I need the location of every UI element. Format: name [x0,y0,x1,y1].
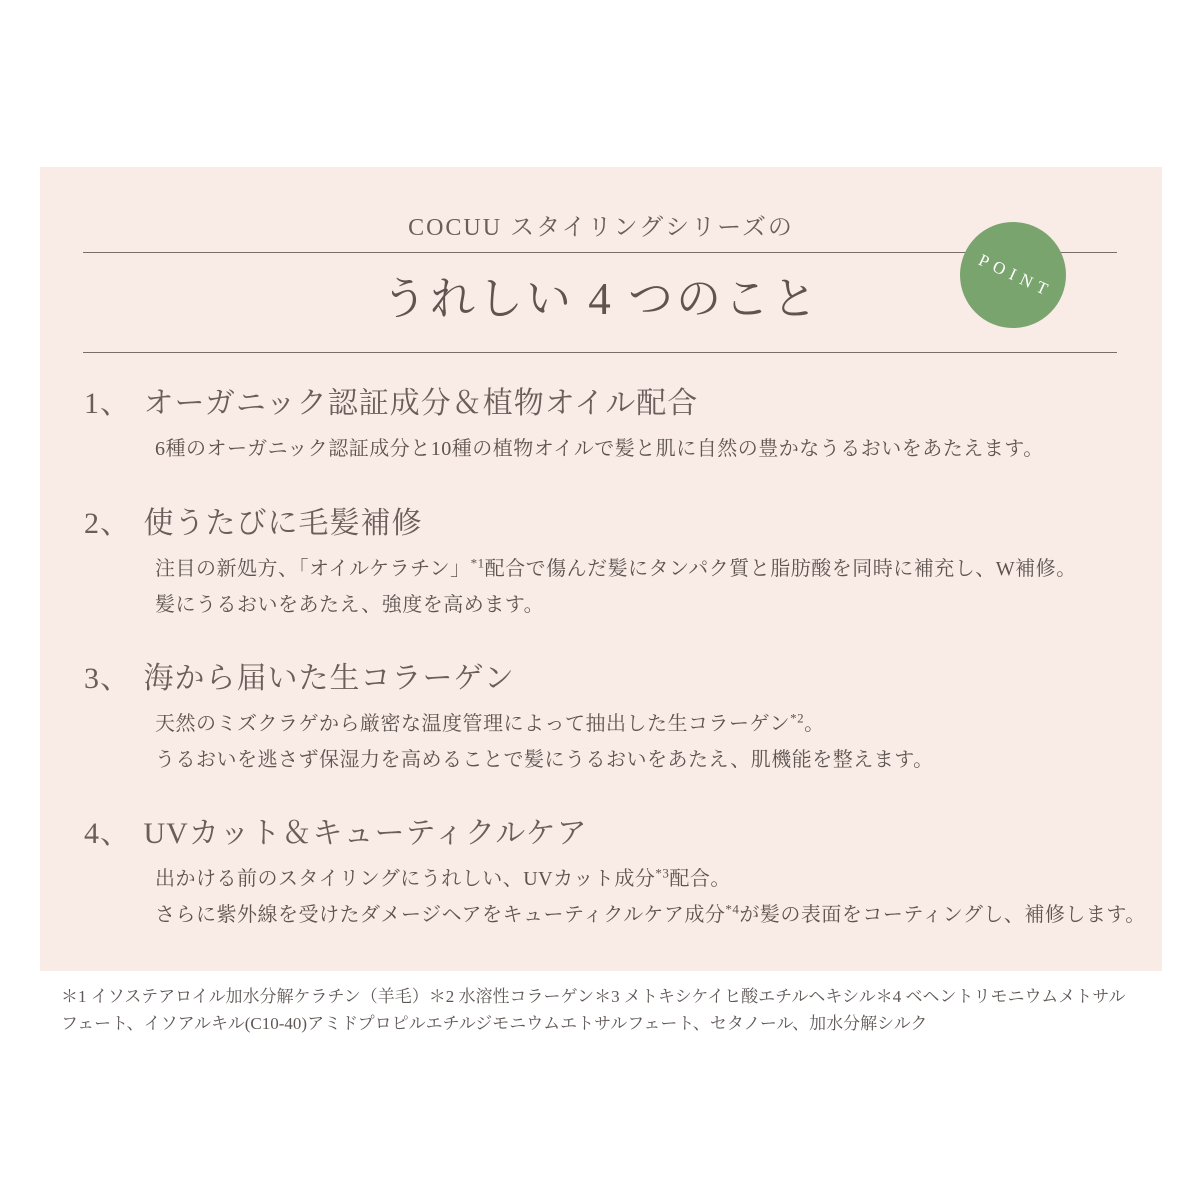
section-3-title: 海から届いた生コラーゲン [143,662,515,695]
point-badge [960,222,1066,328]
section-4-body [40,861,1162,933]
footnote [61,983,1176,1037]
section-2-title: 使うたびに毛髪補修 [143,507,423,540]
section-4-heading [40,813,1162,855]
point-badge-label: POINT [975,250,1057,302]
section-3-number: 3、 [84,662,131,695]
section-4 [40,813,1162,933]
footnote-line-1: ＊1 イソステアロイル加水分解ケラチン（羊毛）＊2 水溶性コラーゲン＊3 メトキシケイヒ酸エチルヘキシル＊4 ベヘントリモニウムメトサル [61,987,1126,1006]
section-2-body-line-2: 髪にうるおいをあたえ、強度を高めます。 [155,594,545,616]
series-label: COCUU スタイリングシリーズの [408,215,794,241]
section-1 [40,383,1162,467]
section-4-body-line-2: さらに紫外線を受けたダメージヘアをキューティクルケア成分$^{*4}$が髪の表面をコーティングし、補修します。 [155,901,1146,926]
section-3-body-line-2: うるおいを逃さず保湿力を高めることで髪にうるおいをあたえ、肌機能を整えます。 [155,749,934,771]
header-divider-top [83,252,1117,253]
section-2 [40,503,1162,623]
section-3 [40,658,1162,778]
section-4-number: 4、 [84,817,131,850]
section-3-body-line-1: 天然のミズクラゲから厳密な温度管理によって抽出した生コラーゲン$^{*2}$。 [155,710,825,735]
section-2-heading [40,503,1162,545]
section-1-body-line-1: 6種のオーガニック認証成分と10種の植物オイルで髪と肌に自然の豊かなうるおいをあたえます。 [155,438,1044,460]
section-1-heading [40,383,1162,425]
section-2-number: 2、 [84,507,131,540]
section-1-title: オーガニック認証成分＆植物オイル配合 [143,387,699,420]
content-panel [40,167,1162,971]
footnote-line-2: フェート、イソアルキル(C10-40)アミドプロピルエチルジモニウムエトサルフェート、セタノール、加水分解シルク [61,1014,928,1033]
section-4-body-line-1: 出かける前のスタイリングにうれしい、UVカット成分$^{*3}$配合。 [155,865,731,890]
section-1-body [40,431,1162,467]
section-3-body [40,706,1162,778]
section-2-body-line-1: 注目の新処方、「オイルケラチン」$^{*1}$配合で傷んだ髪にタンパク質と脂肪酸を同時に補充し、W補修。 [155,555,1077,580]
section-1-number: 1、 [84,387,131,420]
section-3-heading [40,658,1162,700]
header-divider-bottom [83,352,1117,353]
section-4-title: UVカット＆キューティクルケア [143,817,588,850]
page-title: うれしい 4 つのこと [381,274,820,324]
section-2-body [40,551,1162,623]
